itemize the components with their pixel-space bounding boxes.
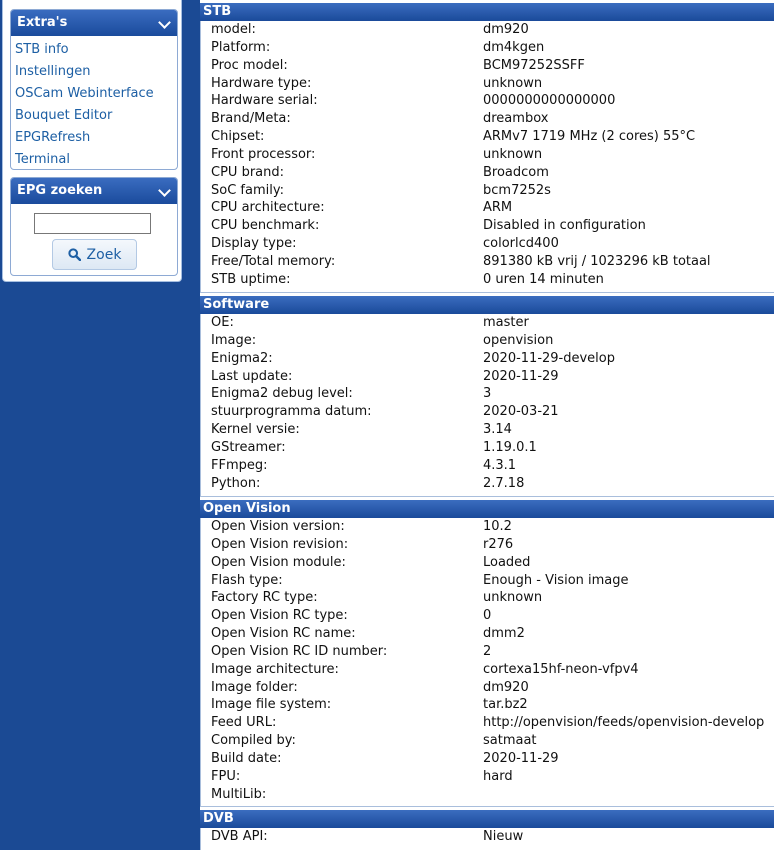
info-value: r276 [483,536,514,552]
info-value: 2.7.18 [483,475,525,491]
section-header-software: Software [200,296,774,314]
info-label: Flash type: [211,572,283,588]
info-row [201,679,774,697]
info-value: Broadcom [483,164,549,180]
epg-search-header[interactable] [11,178,177,204]
info-value: 2020-11-29 [483,750,559,766]
menu-item-bouquet-editor[interactable]: Bouquet Editor [15,108,113,123]
info-value: openvision [483,332,554,348]
info-value: satmaat [483,733,537,749]
info-row [201,732,774,750]
info-label: Build date: [211,750,282,766]
info-value: Disabled in configuration [483,218,646,234]
info-row [201,518,774,536]
info-value: hard [483,768,513,784]
info-row [201,92,774,110]
extras-menu [11,36,177,171]
info-row [201,625,774,643]
info-value: 2020-11-29-develop [483,350,615,366]
chevron-down-icon[interactable] [158,16,171,29]
info-value: dm4kgen [483,39,545,55]
info-value: dreambox [483,111,549,127]
info-row [201,421,774,439]
info-value: cortexa15hf-neon-vfpv4 [483,661,639,677]
info-label: Free/Total memory: [211,253,336,269]
info-row [201,828,774,846]
info-label: SoC family: [211,182,284,198]
info-label: Open Vision RC type: [211,608,348,624]
menu-item-stb-info[interactable]: STB info [15,42,69,57]
info-label: FFmpeg: [211,457,268,473]
extras-title: Extra's [17,15,68,30]
info-row [201,403,774,421]
menu-item-instellingen[interactable]: Instellingen [15,64,91,79]
menu-item-terminal[interactable]: Terminal [15,152,70,167]
zoek-button[interactable] [52,239,137,270]
info-label: Proc model: [211,57,288,73]
info-label: Factory RC type: [211,590,318,606]
info-row [201,182,774,200]
info-value: ARM [483,200,513,216]
info-row [201,128,774,146]
info-row [201,643,774,661]
menu-item-oscam-webinterface[interactable]: OSCam Webinterface [15,86,154,101]
info-value: 0000000000000000 [483,93,616,109]
info-row [201,164,774,182]
info-label: Open Vision RC ID number: [211,643,388,659]
info-row [201,768,774,786]
info-label: DVB API: [211,829,268,844]
info-value: master [483,315,529,330]
info-value: colorlcd400 [483,236,559,252]
info-label: Image: [211,332,257,348]
info-value: unknown [483,75,543,91]
info-label: Display type: [211,236,297,252]
info-label: Open Vision RC name: [211,626,356,642]
info-row [201,607,774,625]
info-label: Image folder: [211,679,298,695]
info-label: FPU: [211,768,241,784]
sidebar [0,0,186,848]
info-value: 2020-11-29 [483,368,559,384]
info-value: Enough - Vision image [483,572,629,588]
info-row [201,75,774,93]
info-value: 2 [483,643,492,659]
info-value: dm920 [483,679,529,695]
info-row [201,475,774,493]
info-row [201,457,774,475]
info-label: MultiLib: [211,786,267,802]
info-value: 2020-03-21 [483,404,559,420]
info-value: dm920 [483,22,529,37]
info-row [201,554,774,572]
info-label: Feed URL: [211,715,277,731]
section-header-open-vision: Open Vision [200,500,774,518]
info-row [201,385,774,403]
sidebar-panel [2,0,182,282]
info-row [201,536,774,554]
info-row [201,350,774,368]
info-value: 10.2 [483,519,512,534]
info-row [201,199,774,217]
info-row [201,217,774,235]
info-label: Last update: [211,368,293,384]
info-value: http://openvision/feeds/openvision-develop [483,715,765,731]
info-label: Image architecture: [211,661,339,677]
info-label: Brand/Meta: [211,111,291,127]
info-label: Compiled by: [211,733,296,749]
info-value: Loaded [483,554,531,570]
info-value: BCM97252SSFF [483,57,585,73]
info-label: model: [211,22,256,37]
info-value: 3.14 [483,422,512,438]
info-row [201,314,774,332]
info-label: Image file system: [211,697,332,713]
info-value: tar.bz2 [483,697,528,713]
epg-search-box [10,177,178,276]
section-table [200,21,774,293]
info-value: 0 [483,608,492,624]
info-label: Chipset: [211,129,265,145]
info-row [201,750,774,768]
info-value: 891380 kB vrij / 1023296 kB totaal [483,253,711,269]
info-label: Enigma2: [211,350,273,366]
section-table [200,518,774,807]
info-row [201,235,774,253]
info-label: CPU brand: [211,164,284,180]
section-header-stb: STB [200,3,774,21]
info-row [201,57,774,75]
info-label: Enigma2 debug level: [211,386,353,402]
chevron-down-icon[interactable] [158,184,171,197]
section-table [200,314,774,497]
info-value: unknown [483,590,543,606]
info-label: CPU benchmark: [211,218,320,234]
info-row [201,110,774,128]
zoek-button-label: Zoek [86,246,122,263]
info-value: 4.3.1 [483,457,517,473]
info-label: Kernel versie: [211,422,300,438]
info-label: Python: [211,475,261,491]
info-label: GStreamer: [211,439,286,455]
info-panel [200,0,774,848]
info-row [201,332,774,350]
info-row [201,39,774,57]
info-row [201,146,774,164]
section-table [200,828,774,850]
epg-search-input[interactable] [34,213,151,234]
info-label: Hardware serial: [211,93,318,109]
info-label: Front processor: [211,146,316,162]
extras-header[interactable] [11,10,177,36]
info-value: dmm2 [483,626,525,642]
info-row [201,714,774,732]
info-value: 3 [483,386,492,402]
info-row [201,786,774,804]
info-label: Open Vision module: [211,554,346,570]
info-value: Nieuw [483,829,524,844]
info-row [201,696,774,714]
section-header-dvb: DVB [200,810,774,828]
menu-item-epgrefresh[interactable]: EPGRefresh [15,130,91,145]
info-label: CPU architecture: [211,200,325,216]
info-label: Open Vision version: [211,519,345,534]
info-value: unknown [483,146,543,162]
info-row [201,271,774,289]
info-row [201,589,774,607]
extras-box [10,9,178,170]
info-label: Hardware type: [211,75,312,91]
info-row [201,661,774,679]
info-value: bcm7252s [483,182,551,198]
search-icon [68,248,81,261]
info-row [201,21,774,39]
info-value: 0 uren 14 minuten [483,271,604,287]
info-label: OE: [211,315,234,330]
info-row [201,368,774,386]
info-label: Platform: [211,39,271,55]
info-row [201,572,774,590]
info-value: 1.19.0.1 [483,439,537,455]
epg-search-title: EPG zoeken [17,183,103,198]
info-row [201,439,774,457]
info-value: ARMv7 1719 MHz (2 cores) 55°C [483,129,696,145]
info-row [201,253,774,271]
info-label: Open Vision revision: [211,536,349,552]
info-label: stuurprogramma datum: [211,404,372,420]
info-label: STB uptime: [211,271,291,287]
